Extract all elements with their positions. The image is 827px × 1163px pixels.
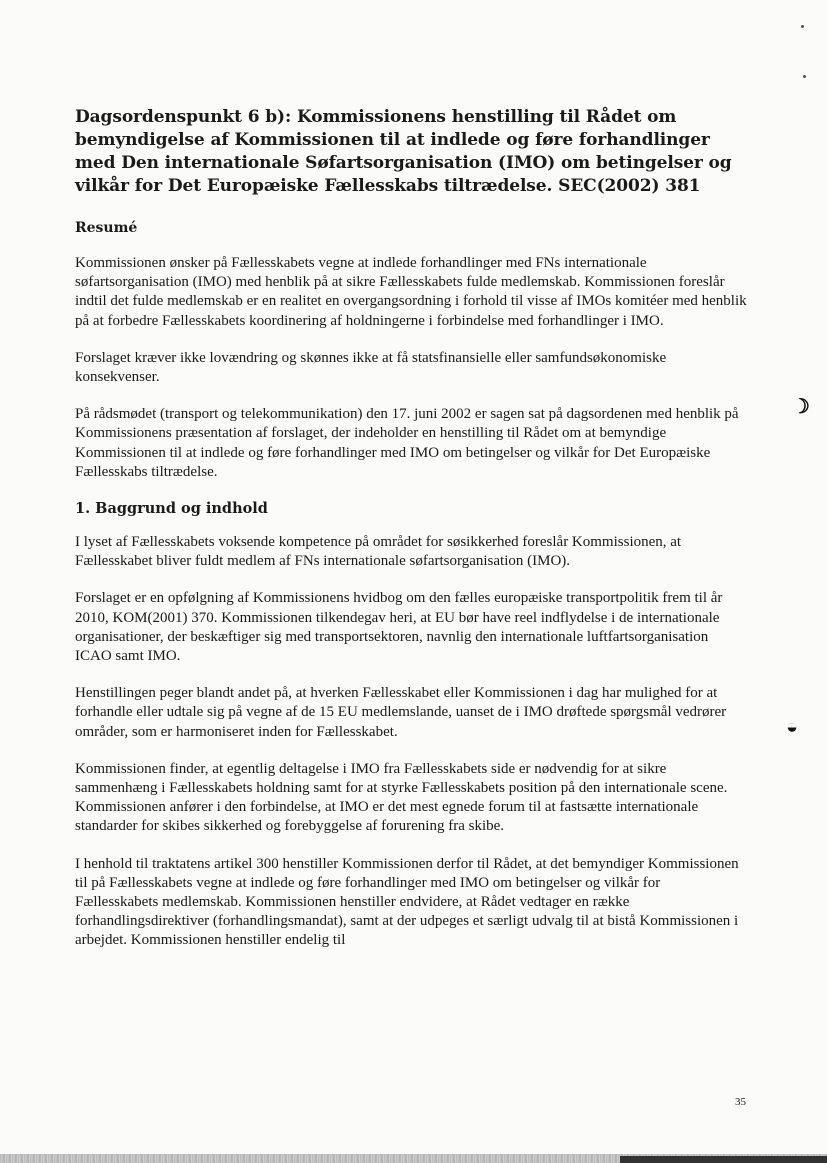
section-paragraph: Forslaget er en opfølgning af Kommissionens hvidbog om den fælles europæiske transportpolitik frem til år 2010, KOM(2001) 370. Kommissionen tilkendegav heri, at EU bør have reel indflydelse i de internationale organisationer, der beskæftiger sig med transportsektoren, navnlig den internationale luftfartsorganisation ICAO samt IMO.: [75, 590, 723, 665]
page-number: 35: [735, 1096, 746, 1108]
section-paragraph: I lyset af Fællesskabets voksende kompetence på området for søsikkerhed foreslår Kommissionen, at Fællesskabet bliver fuldt medlem af FNs internationale søfartsorganisation (IMO).: [75, 534, 682, 570]
summary-paragraph: På rådsmødet (transport og telekommunikation) den 17. juni 2002 er sagen sat på dagsordenen med henblik på Kommissionens præsentation af forslaget, der indeholder en henstilling til Rådet om at bemyndige Kommissionen til at indlede og føre forhandlinger med IMO om betingelser og vilkår for Det Europæiske Fællesskabs tiltrædelse.: [75, 406, 739, 480]
punch-hole-mark-icon: ☽: [792, 396, 810, 418]
summary-paragraph: Kommissionen ønsker på Fællesskabets vegne at indlede forhandlinger med FNs internationale søfartsorganisation (IMO) med henblik på at sikre Fællesskabets fulde medlemskab. Kommissionen foreslår indtil det fulde medlemskab er en realitet en overgangsordning i forhold til visse af IMOs komitéer med henblik på at forbedre Fællesskabets koordinering af holdningerne i forbindelse med forhandlinger i IMO.: [75, 255, 747, 329]
scan-bottom-edge-shadow: [620, 1156, 827, 1163]
summary-heading: Resumé: [75, 220, 138, 236]
summary-paragraph: Forslaget kræver ikke lovændring og skønnes ikke at få statsfinansielle eller samfundsøkonomiske konsekvenser.: [75, 349, 667, 386]
section-paragraph: Kommissionen finder, at egentlig deltagelse i IMO fra Fællesskabets side er nødvendig for at sikre sammenhæng i Fællesskabets holdning samt for at styrke Fællesskabets position på den internationale scene. Kommissionen anfører i den forbindelse, at IMO er det mest egnede forum til at fastsætte internationale standarder for skibes sikkerhed og forebyggelse af forurening fra skibe.: [75, 760, 728, 835]
section-paragraph: Henstillingen peger blandt andet på, at hverken Fællesskabet eller Kommissionen i dag har mulighed for at forhandle eller udtale sig på vegne af de 15 EU medlemslande, uanset de i IMO drøftede spørgsmål vedrører områder, som er harmoniseret inden for Fællesskabet.: [75, 685, 727, 740]
section-heading: 1. Baggrund og indhold: [75, 500, 268, 518]
document-body: [75, 106, 747, 969]
section-paragraph: I henhold til traktatens artikel 300 henstiller Kommissionen derfor til Rådet, at det bemyndiger Kommissionen til på Fællesskabets vegne at indlede og føre forhandlinger med IMO om betingelser og vilkår for Fællesskabets medlemskab. Kommissionen henstiller endvidere, at Rådet vedtager en række forhandlingsdirektiver (forhandlingsmandat), samt at der udpeges et særligt udvalg til at bistå Kommissionen i arbejdet. Kommissionen henstiller endelig til: [75, 855, 739, 949]
scan-speck: [803, 75, 806, 78]
scan-speck: [801, 25, 804, 28]
punch-hole-mark-icon: ◒: [786, 716, 799, 738]
document-title: Dagsordenspunkt 6 b): Kommissionens henstilling til Rådet om bemyndigelse af Kommissionen til at indlede og føre forhandlinger med Den internationale Søfartsorganisation (IMO) om betingelser og vilkår for Det Europæiske Fællesskabs tiltrædelse. SEC(2002) 381: [75, 107, 732, 196]
